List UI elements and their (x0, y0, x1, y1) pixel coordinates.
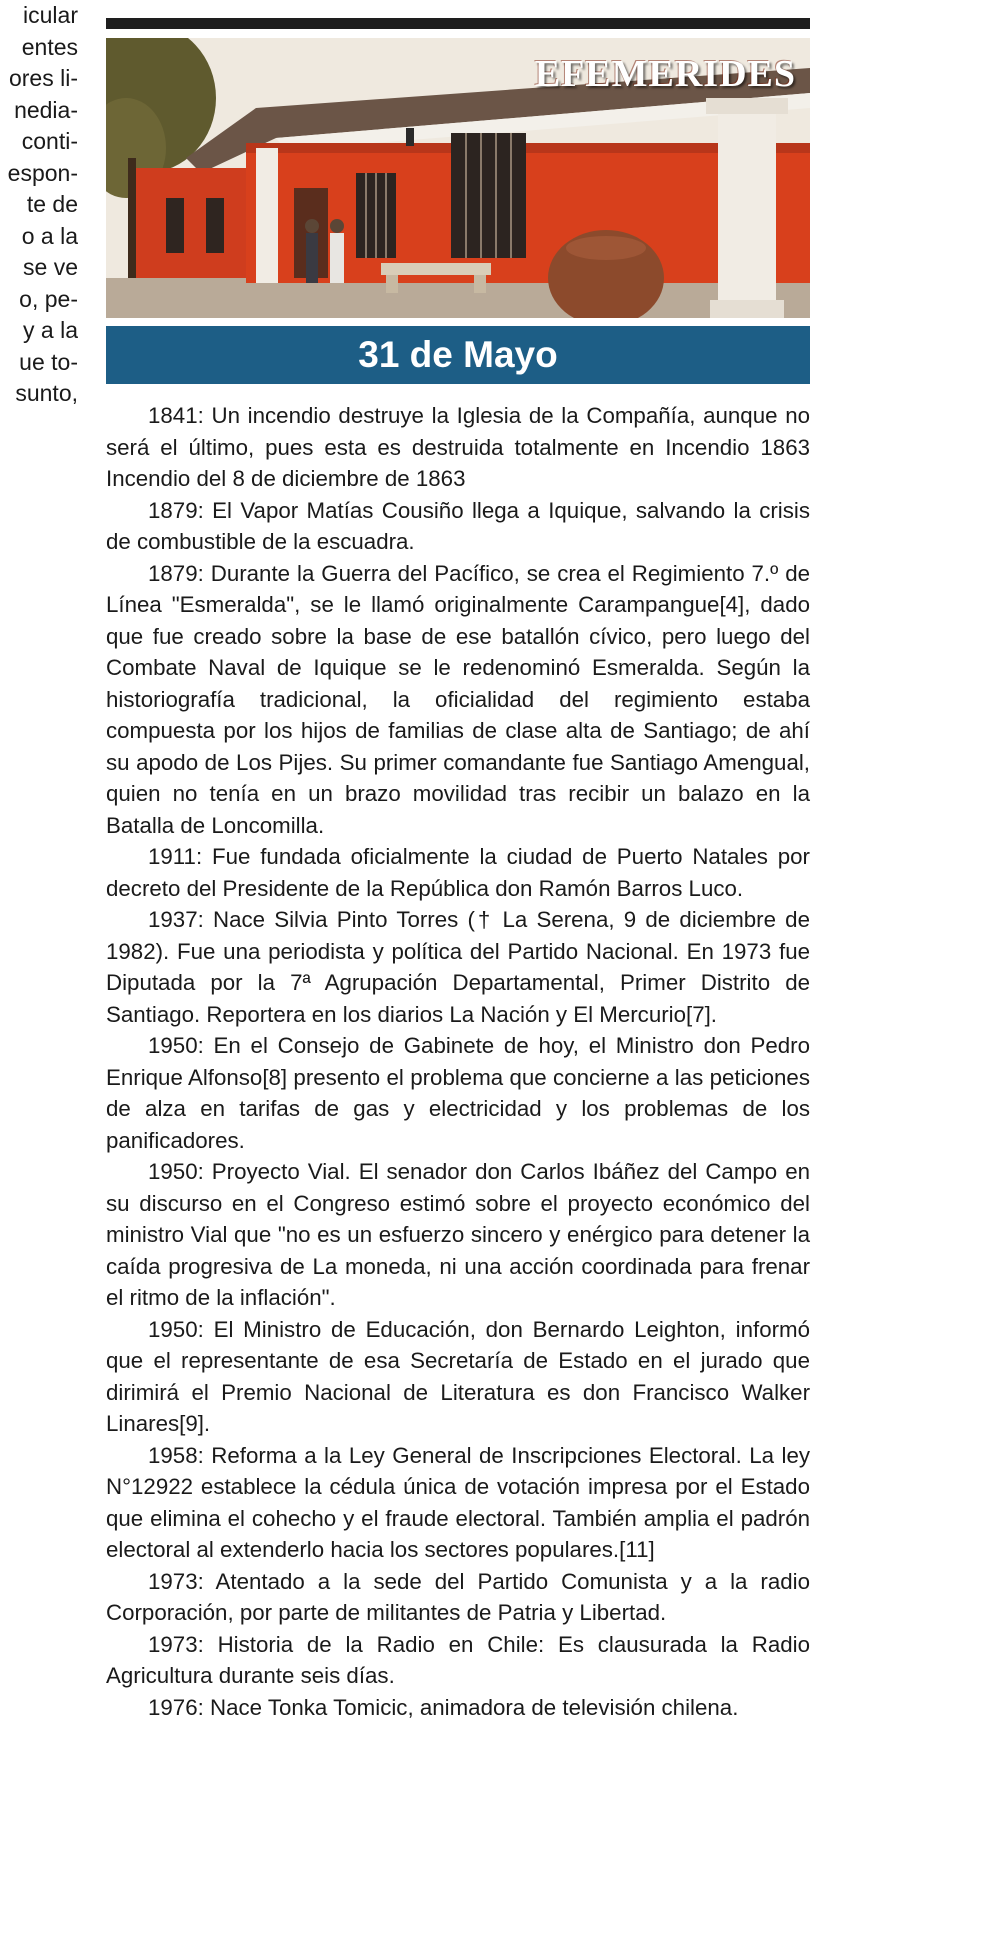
entry-paragraph: 1937: Nace Silvia Pinto Torres († La Serena, 9 de diciembre de 1982). Fue una periodista y política del Partido Nacional. En 1973 fue Diputada por la 7ª Agrupación Departamental, Primer Distrito de Santiago. Reportera en los diarios La Nación y El Mercurio[7]. (106, 907, 810, 1027)
adjacent-column-line: o, pe- (19, 285, 78, 312)
adjacent-column-line: te de (26, 191, 78, 217)
date-heading: 31 de Mayo (106, 326, 810, 384)
adjacent-column-fragment (0, 0, 78, 410)
banner-title: EFEMERIDES (534, 53, 796, 95)
ephemerides-article (106, 400, 810, 1723)
adjacent-column-line: sunto, (15, 380, 78, 406)
adjacent-column-line: ue to- (19, 348, 78, 375)
adjacent-column-line: icular (23, 2, 78, 28)
adjacent-column-line: ores li- (8, 65, 78, 91)
adjacent-column-line: y a la (23, 317, 78, 343)
adjacent-column-line: conti- (21, 128, 78, 154)
entry-paragraph: 1950: Proyecto Vial. El senador don Carlos Ibáñez del Campo en su discurso en el Congreso estimó sobre el proyecto económico del ministro Vial que "no es un esfuerzo sincero y enérgico para detener la caída progresiva de La moneda, ni una acción coordinada para frenar el ritmo de la inflación". (106, 1159, 810, 1310)
adjacent-column-line: nedia- (14, 96, 78, 123)
entry-paragraph: 1958: Reforma a la Ley General de Inscripciones Electoral. La ley N°12922 establece la cédula única de votación impresa por el Estado que elimina el cohecho y el fraude electoral. También amplia el padrón electoral al extenderlo hacia los sectores populares.[11] (106, 1442, 810, 1562)
entry-paragraph: 1879: Durante la Guerra del Pacífico, se crea el Regimiento 7.º de Línea "Esmeralda", se le llamó originalmente Carampangue[4], dado que fue creado sobre la base de ese batallón cívico, pero luego del Combate Naval de Iquique se le redenominó Esmeralda. Según la historiografía tradicional, la oficialidad del regimiento estaba compuesta por los hijos de familias de clase alta de Santiago; de ahí su apodo de Los Pijes. Su primer comandante fue Santiago Amengual, quien no tenía en un brazo movilidad tras recibir un balazo en la Batalla de Loncomilla. (106, 560, 810, 838)
adjacent-column-line: se ve (23, 254, 78, 280)
header-photo (106, 38, 810, 318)
entry-paragraph: 1911: Fue fundada oficialmente la ciudad de Puerto Natales por decreto del Presidente de la República don Ramón Barros Luco. (106, 844, 810, 901)
entry-paragraph: 1950: El Ministro de Educación, don Bernardo Leighton, informó que el representante de esa Secretaría de Estado en el jurado que dirimirá el Premio Nacional de Literatura es don Francisco Walker Linares[9]. (106, 1316, 810, 1436)
section-top-rule (106, 18, 810, 29)
entry-paragraph: 1976: Nace Tonka Tomicic, animadora de televisión chilena. (148, 1694, 739, 1720)
entry-paragraph: 1973: Atentado a la sede del Partido Comunista y a la radio Corporación, por parte de militantes de Patria y Libertad. (106, 1568, 810, 1625)
adjacent-column-line: espon- (7, 159, 78, 186)
adjacent-column-line: entes (21, 33, 78, 60)
entry-paragraph: 1973: Historia de la Radio en Chile: Es clausurada la Radio Agricultura durante seis días. (106, 1631, 810, 1688)
entry-paragraph: 1879: El Vapor Matías Cousiño llega a Iquique, salvando la crisis de combustible de la escuadra. (106, 497, 810, 554)
entry-paragraph: 1950: En el Consejo de Gabinete de hoy, el Ministro don Pedro Enrique Alfonso[8] presento el problema que concierne a las peticiones de alza en tarifas de gas y electricidad y los problemas de los panificadores. (106, 1033, 810, 1153)
entry-paragraph: 1841: Un incendio destruye la Iglesia de la Compañía, aunque no será el último, pues esta es destruida totalmente en Incendio 1863 Incendio del 8 de diciembre de 1863 (106, 403, 810, 491)
adjacent-column-line: o a la (21, 222, 78, 249)
